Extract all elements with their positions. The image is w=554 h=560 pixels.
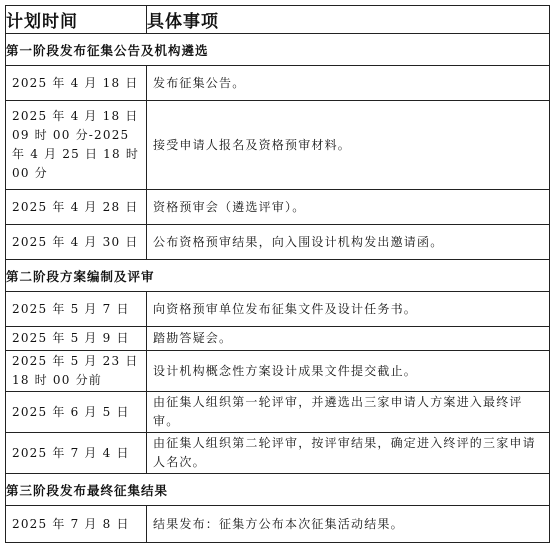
phase-title: 第一阶段发布征集公告及机构遴选 <box>6 34 550 66</box>
table-row <box>6 292 550 327</box>
phase-title: 第三阶段发布最终征集结果 <box>6 474 550 506</box>
phase-title: 第二阶段方案编制及评审 <box>6 260 550 292</box>
row-item: 由征集人组织第一轮评审，并遴选出三家申请人方案进入最终评审。 <box>147 392 550 433</box>
row-item: 结果发布：征集方公布本次征集活动结果。 <box>147 506 550 543</box>
phase-row <box>6 474 550 506</box>
schedule-table <box>5 5 550 543</box>
row-time: 2025 年 5 月 7 日 <box>6 292 147 327</box>
row-item: 向资格预审单位发布征集文件及设计任务书。 <box>147 292 550 327</box>
table-row <box>6 225 550 260</box>
header-time: 计划时间 <box>6 6 147 34</box>
table-row <box>6 506 550 543</box>
row-time: 2025 年 5 月 9 日 <box>6 327 147 351</box>
row-item: 踏勘答疑会。 <box>147 327 550 351</box>
table-row <box>6 392 550 433</box>
table-row <box>6 433 550 474</box>
row-time: 2025 年 7 月 8 日 <box>6 506 147 543</box>
header-item: 具体事项 <box>147 6 550 34</box>
row-time: 2025 年 4 月 30 日 <box>6 225 147 260</box>
row-time: 2025 年 4 月 18 日 09 时 00 分-2025 年 4 月 25 日 18 时 00 分 <box>6 101 147 190</box>
row-item: 设计机构概念性方案设计成果文件提交截止。 <box>147 351 550 392</box>
row-item: 由征集人组织第二轮评审，按评审结果，确定进入终评的三家申请人名次。 <box>147 433 550 474</box>
table-row <box>6 190 550 225</box>
table-row <box>6 351 550 392</box>
table-row <box>6 66 550 101</box>
row-time: 2025 年 7 月 4 日 <box>6 433 147 474</box>
row-time: 2025 年 4 月 28 日 <box>6 190 147 225</box>
table-header-row <box>6 6 550 34</box>
row-time: 2025 年 6 月 5 日 <box>6 392 147 433</box>
row-item: 接受申请人报名及资格预审材料。 <box>147 101 550 190</box>
table-row <box>6 101 550 190</box>
phase-row <box>6 260 550 292</box>
row-time: 2025 年 4 月 18 日 <box>6 66 147 101</box>
row-item: 公布资格预审结果，向入围设计机构发出邀请函。 <box>147 225 550 260</box>
row-item: 资格预审会（遴选评审）。 <box>147 190 550 225</box>
row-item: 发布征集公告。 <box>147 66 550 101</box>
row-time: 2025 年 5 月 23 日 18 时 00 分前 <box>6 351 147 392</box>
table-row <box>6 327 550 351</box>
phase-row <box>6 34 550 66</box>
